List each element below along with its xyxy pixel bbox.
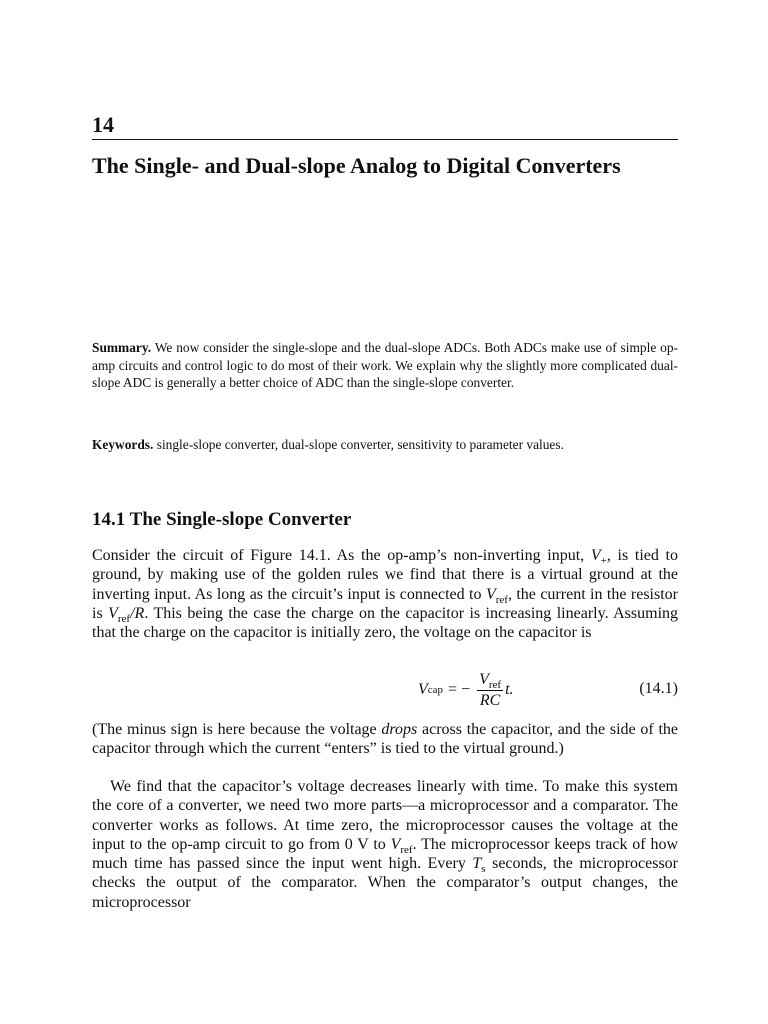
chapter-title: The Single- and Dual-slope Analog to Digital Converters bbox=[92, 153, 621, 178]
section-heading: 14.1 The Single-slope Converter bbox=[92, 509, 352, 530]
paragraph-3: We find that the capacitor’s voltage decreases linearly with time. To make this system the core of a converter, we need two more parts—a microprocessor and a comparator. The converter works as follows. At time zero, the microprocessor causes the voltage at the input to the op-amp circuit to go from 0 V to $V_{ref}$. The microprocessor keeps track of how much time has passed since the input went high. Every $T_s$ seconds, the microprocessor checks the output of the comparator. When the comparator’s output changes, the microprocessor bbox=[92, 778, 679, 911]
paragraph-2: (The minus sign is here because the voltage drops across the capacitor, and the side of the capacitor through which the current “enters” is tied to the virtual ground.) bbox=[92, 721, 679, 758]
chapter-rule bbox=[92, 139, 678, 140]
summary-label: Summary. bbox=[92, 340, 152, 355]
paragraph-1: Consider the circuit of Figure 14.1. As the op-amp’s non-inverting input, $V_+$, is tied to ground, by making use of the golden rules we find that there is a virtual ground at the inverting input. As long as the circuit’s input is connected to $V_{ref}$, the current in the resistor is $V_{ref}/R$. This being the case the charge on the capacitor is increasing linearly. Assuming that the charge on the capacitor is initially zero, the voltage on the capacitor is bbox=[92, 547, 679, 642]
summary-block bbox=[92, 339, 678, 392]
equation-number: (14.1) bbox=[639, 680, 678, 697]
summary-text: We now consider the single-slope and the dual-slope ADCs. Both ADCs make use of simple op-amp circuits and control logic to do most of their work. We explain why the slightly more complicated dual-slope ADC is generally a better choice of ADC than the single-slope converter. bbox=[92, 340, 678, 390]
chapter-number: 14 bbox=[92, 112, 114, 137]
keywords-label: Keywords. bbox=[92, 437, 154, 452]
equation-14-1 bbox=[92, 668, 678, 712]
equation-body: V cap = − $\frac{V_{ref}}{RC}$ t. bbox=[418, 670, 514, 709]
keywords-block bbox=[92, 436, 678, 454]
keywords-text: single-slope converter, dual-slope converter, sensitivity to parameter values. bbox=[156, 437, 564, 452]
equation-fraction: $\frac{V_{ref}}{RC}$ bbox=[479, 670, 502, 709]
